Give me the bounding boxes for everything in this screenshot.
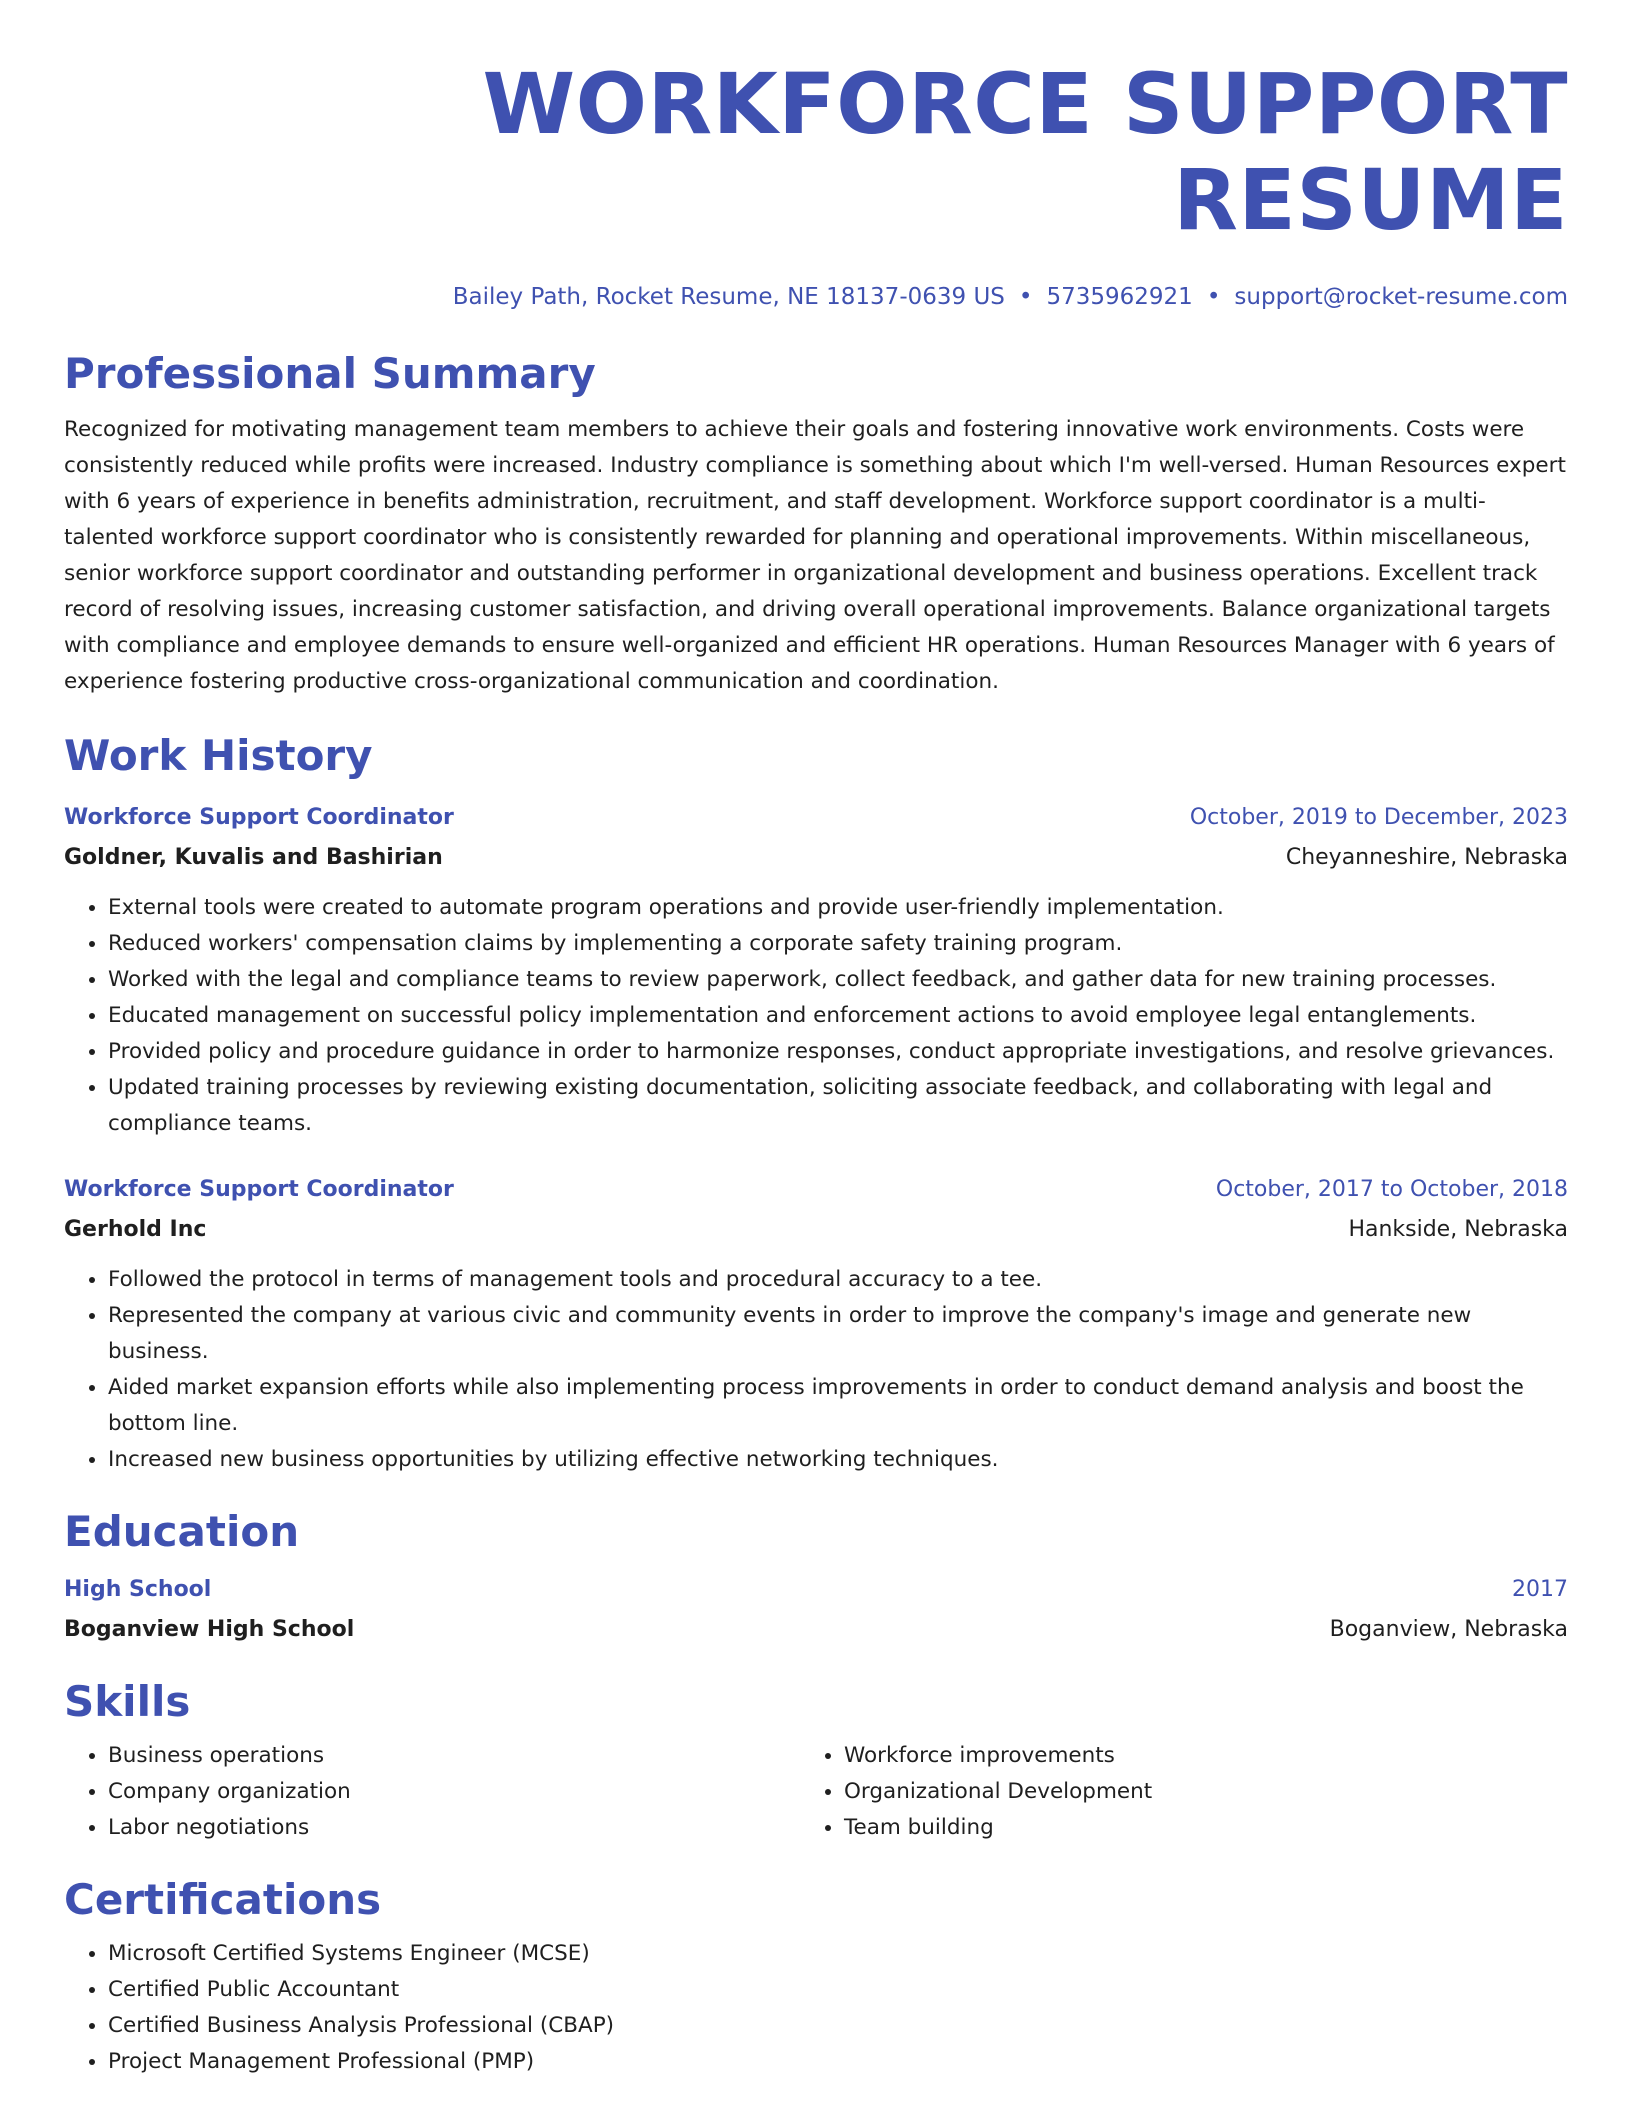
job-bullet: • Reduced workers' compensation claims by implementing a corporate safety training program. bbox=[108, 926, 1568, 962]
certification-item: • Certified Public Accountant bbox=[108, 1972, 1568, 2008]
certification-item: • Certified Business Analysis Professional (CBAP) bbox=[108, 2008, 1568, 2044]
job-bullet: • Followed the protocol in terms of management tools and procedural accuracy to a tee. bbox=[108, 1262, 1568, 1298]
job-dates: October, 2019 to December, 2023 bbox=[1189, 805, 1568, 830]
skills-heading: Skills bbox=[64, 1677, 191, 1726]
summary-heading: Professional Summary bbox=[64, 349, 596, 398]
job-dates: October, 2017 to October, 2018 bbox=[1215, 1177, 1568, 1202]
job-bullet: • Worked with the legal and compliance teams to review paperwork, collect feedback, and gather data for new training processes. bbox=[108, 962, 1568, 998]
job-company: Goldner, Kuvalis and Bashirian bbox=[64, 845, 443, 870]
skill-item: • Team building bbox=[844, 1810, 1536, 1846]
education-entry bbox=[64, 1572, 1568, 1648]
education-heading: Education bbox=[64, 1507, 300, 1556]
resume-title: WORKFORCE SUPPORT RESUME bbox=[482, 55, 1568, 249]
contact-separator: • bbox=[1206, 284, 1221, 310]
job-bullet: • Educated management on successful policy implementation and enforcement actions to avoid employee legal entanglements. bbox=[108, 998, 1568, 1034]
job-header-row bbox=[64, 800, 1568, 836]
skills-grid bbox=[64, 1738, 1568, 1846]
job-company-row bbox=[64, 840, 1568, 876]
contact-phone: 5735962921 bbox=[1046, 284, 1193, 310]
job-bullet: • Represented the company at various civic and community events in order to improve the company's image and generate new business. bbox=[108, 1298, 1568, 1370]
job-bullet: • Increased new business opportunities by utilizing effective networking techniques. bbox=[108, 1442, 1568, 1478]
education-degree: High School bbox=[64, 1577, 212, 1602]
job-company: Gerhold Inc bbox=[64, 1217, 207, 1242]
education-year: 2017 bbox=[1512, 1577, 1568, 1602]
certification-item: • Microsoft Certified Systems Engineer (MCSE) bbox=[108, 1936, 1568, 1972]
job-bullet: • Aided market expansion efforts while also implementing process improvements in order to conduct demand analysis and boost the bottom line. bbox=[108, 1370, 1568, 1442]
skill-item: • Workforce improvements bbox=[844, 1738, 1536, 1774]
certification-item: • Project Management Professional (PMP) bbox=[108, 2044, 1568, 2080]
education-header-row bbox=[64, 1572, 1568, 1608]
certifications-section bbox=[64, 1936, 1568, 2080]
job-entry bbox=[64, 1172, 1568, 1478]
job-bullets bbox=[64, 1262, 1568, 1478]
job-location: Cheyanneshire, Nebraska bbox=[1285, 845, 1568, 870]
skills-list bbox=[800, 1738, 1536, 1846]
contact-address: Bailey Path, Rocket Resume, NE 18137-0639 US bbox=[452, 284, 1005, 310]
skills-column-left bbox=[64, 1738, 800, 1846]
job-title: Workforce Support Coordinator bbox=[64, 1177, 454, 1202]
job-entry bbox=[64, 800, 1568, 1142]
skill-item: • Organizational Development bbox=[844, 1774, 1536, 1810]
job-company-row bbox=[64, 1212, 1568, 1248]
skill-item: • Business operations bbox=[108, 1738, 800, 1774]
job-bullets bbox=[64, 890, 1568, 1142]
education-school: Boganview High School bbox=[64, 1617, 355, 1642]
job-bullet: • Provided policy and procedure guidance in order to harmonize responses, conduct appropriate investigations, and resolve grievances. bbox=[108, 1034, 1568, 1070]
summary-text: Recognized for motivating management team members to achieve their goals and fostering innovative work environments. Costs were consistently reduced while profits were increased. Industry compliance is something about which I'm well-versed. Human Resources expert with 6 years of experience in benefits administration, recruitment, and staff development. Workforce support coordinator is a multi-talented workforce support coordinator who is consistently rewarded for planning and operational improvements. Within miscellaneous, senior workforce support coordinator and outstanding performer in organizational development and business operations. Excellent track record of resolving issues, increasing customer satisfaction, and driving overall operational improvements. Balance organizational targets with compliance and employee demands to ensure well-organized and efficient HR operations. Human Resources Manager with 6 years of experience fostering productive cross-organizational communication and coordination. bbox=[64, 417, 1566, 694]
work-history-heading: Work History bbox=[64, 731, 373, 780]
education-school-row bbox=[64, 1612, 1568, 1648]
certifications-list bbox=[64, 1936, 1568, 2080]
education-location: Boganview, Nebraska bbox=[1329, 1617, 1568, 1642]
contact-separator: • bbox=[1018, 284, 1033, 310]
skills-list bbox=[64, 1738, 800, 1846]
contact-line bbox=[64, 282, 1568, 312]
skills-column-right bbox=[800, 1738, 1536, 1846]
certifications-heading: Certifications bbox=[64, 1875, 382, 1924]
job-bullet: • Updated training processes by reviewing existing documentation, soliciting associate feedback, and collaborating with legal and compliance teams. bbox=[108, 1070, 1568, 1142]
job-title: Workforce Support Coordinator bbox=[64, 805, 454, 830]
skill-item: • Company organization bbox=[108, 1774, 800, 1810]
job-bullet: • External tools were created to automate program operations and provide user-friendly implementation. bbox=[108, 890, 1568, 926]
job-location: Hankside, Nebraska bbox=[1348, 1217, 1568, 1242]
contact-email[interactable]: support@rocket-resume.com bbox=[1234, 284, 1568, 310]
skill-item: • Labor negotiations bbox=[108, 1810, 800, 1846]
job-header-row bbox=[64, 1172, 1568, 1208]
